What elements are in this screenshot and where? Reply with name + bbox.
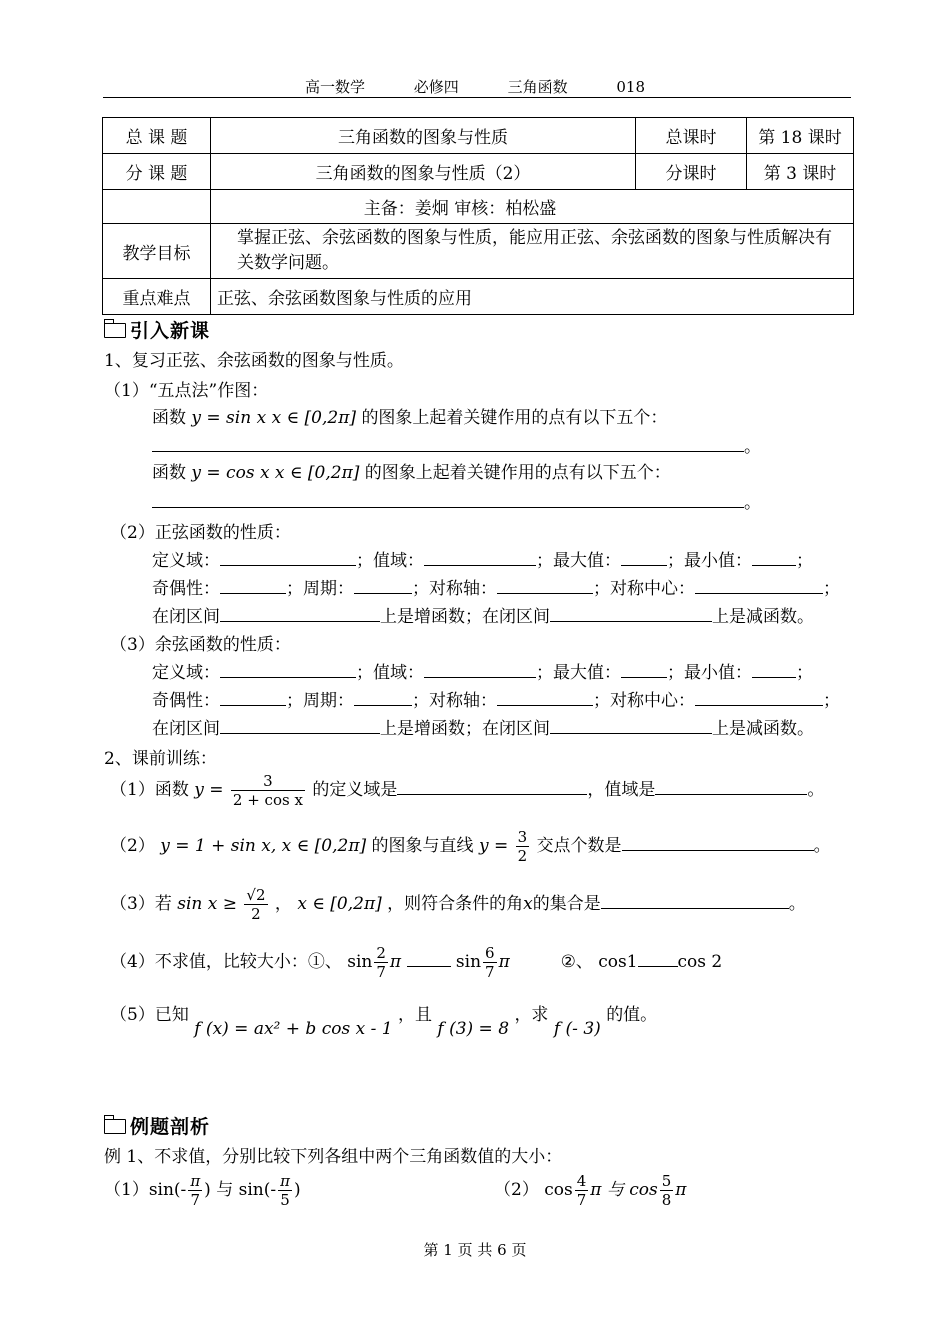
total-topic: 三角函数的图象与性质 [211,118,636,154]
math-text: f (- 3) [553,1019,601,1039]
text: 在闭区间 [152,719,220,739]
denominator: 2 [517,847,528,865]
text: ；对称中心： [593,579,695,599]
math-text: π [675,1180,687,1200]
denominator: 7 [576,1191,587,1209]
math-text: π [498,952,510,972]
text: ；最小值： [667,663,752,683]
question-1-1: （1）“五点法”作图： [104,381,269,401]
authors: 主备：姜炯 审核：柏松盛 [211,190,854,224]
answer-blank[interactable] [550,717,712,734]
fraction [660,1172,674,1209]
text: ；最大值： [536,551,621,571]
numerator: 3 [517,828,528,846]
answer-blank[interactable] [220,689,286,706]
text: ；最小值： [667,551,752,571]
math-text: y = [478,836,509,856]
text: 上是减函数。 [712,607,814,627]
numerator: 2 [376,944,386,962]
math-text: cos 2 [677,952,723,972]
text: 定义域： [152,551,220,571]
example-1: 例 1、不求值，分别比较下列各组中两个三角函数值的大小： [104,1147,563,1167]
sine-props-row-3 [152,602,814,627]
text: 的图象与直线 [371,836,474,856]
cosine-props-row-3 [152,714,814,739]
cos-points-blank [152,488,761,513]
text: 在闭区间 [152,607,220,627]
answer-blank[interactable] [621,661,667,678]
answer-blank[interactable] [220,717,380,734]
sine-props-row-1 [152,546,813,571]
header-book: 必修四 [413,78,459,96]
denominator: 2 + cos x [232,791,303,809]
empty-cell [103,190,211,224]
math-text: ) [293,1180,301,1200]
numerator: 3 [231,772,305,791]
text: 的值。 [606,1005,658,1025]
table-row [103,279,854,315]
sin-five-point-line [152,403,667,428]
text: ， [274,894,292,914]
text: ； [796,551,813,571]
sub-topic-label: 分 课 题 [103,154,211,190]
example-1-part-2 [494,1172,686,1209]
section-title-text: 例题剖析 [130,1116,211,1138]
text: 上是增函数；在闭区间 [380,719,550,739]
header-number: 018 [616,78,646,96]
text: 的图象上起着关键作用的点有以下五个： [364,463,671,483]
math-text: x [523,894,533,914]
text: 上是增函数；在闭区间 [380,607,550,627]
answer-blank[interactable] [424,661,536,678]
text: ；最大值： [536,663,621,683]
folder-icon [104,1119,126,1134]
answer-blank[interactable] [655,778,807,795]
numerator: π [190,1172,201,1190]
math-text: x ∈ [0,2π] [297,894,382,914]
question-1-3: （3）余弦函数的性质： [110,635,291,655]
text: 。 [744,493,761,513]
example-1-part-1 [104,1172,301,1209]
answer-blank[interactable] [220,577,286,594]
sin-points-blank [152,432,761,457]
text: ；对称轴： [412,579,497,599]
table-row [103,154,854,190]
answer-blank[interactable] [497,577,593,594]
text: ； [823,691,840,711]
lesson-info-table [102,117,854,315]
header-chapter: 三角函数 [507,78,568,96]
text: 。 [813,836,831,856]
text: （3）若 [110,894,172,914]
page-header [0,76,950,97]
math-text: f (3) = 8 [437,1019,510,1039]
answer-blank[interactable] [397,778,587,795]
text: 。 [788,894,806,914]
answer-blank[interactable] [220,605,380,622]
text: ，且 [397,1005,432,1025]
fraction [374,944,388,981]
sine-props-row-2 [152,574,840,599]
answer-blank[interactable] [752,549,796,566]
key-label: 重点难点 [103,279,211,315]
question-1-2: （2）正弦函数的性质： [110,523,291,543]
math-text: ) 与 sin(- [204,1180,277,1200]
text: 定义域： [152,663,220,683]
text: ，值域是 [587,780,656,800]
fraction [516,828,530,865]
text: 的定义域是 [312,780,398,800]
math-text: （1）sin(- [104,1180,187,1200]
text: 奇偶性： [152,579,220,599]
total-hours: 第 18 课时 [747,118,854,154]
fraction [278,1172,292,1209]
section-title-examples [104,1112,210,1139]
table-row [103,118,854,154]
answer-blank[interactable] [152,435,744,452]
answer-blank[interactable] [601,892,789,909]
answer-blank[interactable] [220,661,356,678]
practice-3 [110,886,806,923]
math-text: sin [347,952,373,972]
practice-2 [110,828,831,865]
text: ；值域： [356,663,424,683]
fraction [575,1172,589,1209]
text: ；值域： [356,551,424,571]
cos-five-point-line [152,458,671,483]
section-title-text: 引入新课 [130,320,211,342]
fraction [244,886,267,923]
question-1: 1、复习正弦、余弦函数的图象与性质。 [104,351,404,371]
math-text: f (x) = ax² + b cos x - 1 [194,1019,393,1039]
header-course: 高一数学 [304,78,365,96]
denominator: 7 [376,963,386,981]
denominator: 7 [485,963,495,981]
text: 的图象上起着关键作用的点有以下五个： [361,408,668,428]
sub-hours-label: 分课时 [636,154,747,190]
text: 交点个数是 [536,836,622,856]
answer-blank[interactable] [695,689,823,706]
math-text: π 与 cos [590,1180,658,1200]
fraction [231,772,305,809]
math-text: y = 1 + sin x, x ∈ [0,2π] [160,836,367,856]
math-text: π [389,952,402,972]
goal-label: 教学目标 [103,224,211,279]
denominator: 7 [190,1191,201,1209]
table-row [103,224,854,279]
text: ，则符合条件的角 [387,894,524,914]
text: （4）不求值，比较大小：①、 [110,952,342,972]
fraction [188,1172,202,1209]
table-row [103,190,854,224]
cosine-props-row-2 [152,686,840,711]
answer-blank[interactable] [752,661,796,678]
practice-1 [110,772,824,809]
text: ； [796,663,813,683]
text: ；对称中心： [593,691,695,711]
denominator: 5 [280,1191,290,1209]
answer-blank[interactable] [695,577,823,594]
text: ；对称轴： [412,691,497,711]
question-2: 2、课前训练： [104,749,217,769]
folder-icon [104,323,126,338]
answer-blank[interactable] [622,834,814,851]
practice-4 [110,944,722,981]
answer-blank[interactable] [354,689,412,706]
numerator: 5 [661,1172,672,1190]
text: 。 [744,437,761,457]
denominator: 2 [251,905,261,923]
text: 奇偶性： [152,691,220,711]
sub-hours: 第 3 课时 [747,154,854,190]
numerator: π [280,1172,290,1190]
answer-blank[interactable] [407,950,451,967]
numerator: 4 [576,1172,587,1190]
answer-blank[interactable] [638,950,678,967]
total-hours-label: 总课时 [636,118,747,154]
practice-5 [110,1000,658,1039]
text: ； [823,579,840,599]
text: （5）已知 [110,1005,189,1025]
text: （1）函数 [110,780,189,800]
cosine-props-row-1 [152,658,813,683]
text: 上是减函数。 [712,719,814,739]
header-rule [103,97,851,98]
fraction [483,944,497,981]
answer-blank[interactable] [152,491,744,508]
answer-blank[interactable] [220,549,356,566]
text: ；周期： [286,691,354,711]
denominator: 8 [661,1191,672,1209]
sub-topic: 三角函数的图象与性质（2） [211,154,636,190]
goal-text: 掌握正弦、余弦函数的图象与性质，能应用正弦、余弦函数的图象与性质解决有关数学问题。 [211,224,854,279]
answer-blank[interactable] [621,549,667,566]
key-text: 正弦、余弦函数图象与性质的应用 [211,279,854,315]
math-text: y = [194,780,224,800]
numerator: 6 [485,944,495,962]
text: 函数 [152,408,186,428]
total-topic-label: 总 课 题 [103,118,211,154]
cos-expression: y = cos x x ∈ [0,2π] [191,463,360,483]
math-text: （2） cos [494,1180,573,1200]
answer-blank[interactable] [497,689,593,706]
math-text: cos1 [598,952,638,972]
text: 函数 [152,463,186,483]
answer-blank[interactable] [354,577,412,594]
math-text: sin x ≥ [177,894,237,914]
text: （2） [110,836,155,856]
text: ；周期： [286,579,354,599]
sin-expression: y = sin x x ∈ [0,2π] [191,408,357,428]
text: 的集合是 [532,894,601,914]
text: ，求 [514,1005,549,1025]
page-footer: 第 1 页 共 6 页 [423,1241,527,1259]
answer-blank[interactable] [550,605,712,622]
text: 。 [807,780,825,800]
section-title-intro [104,316,210,343]
math-text: sin [455,952,482,972]
numerator: √2 [246,886,266,904]
answer-blank[interactable] [424,549,536,566]
text: ②、 [560,952,593,972]
